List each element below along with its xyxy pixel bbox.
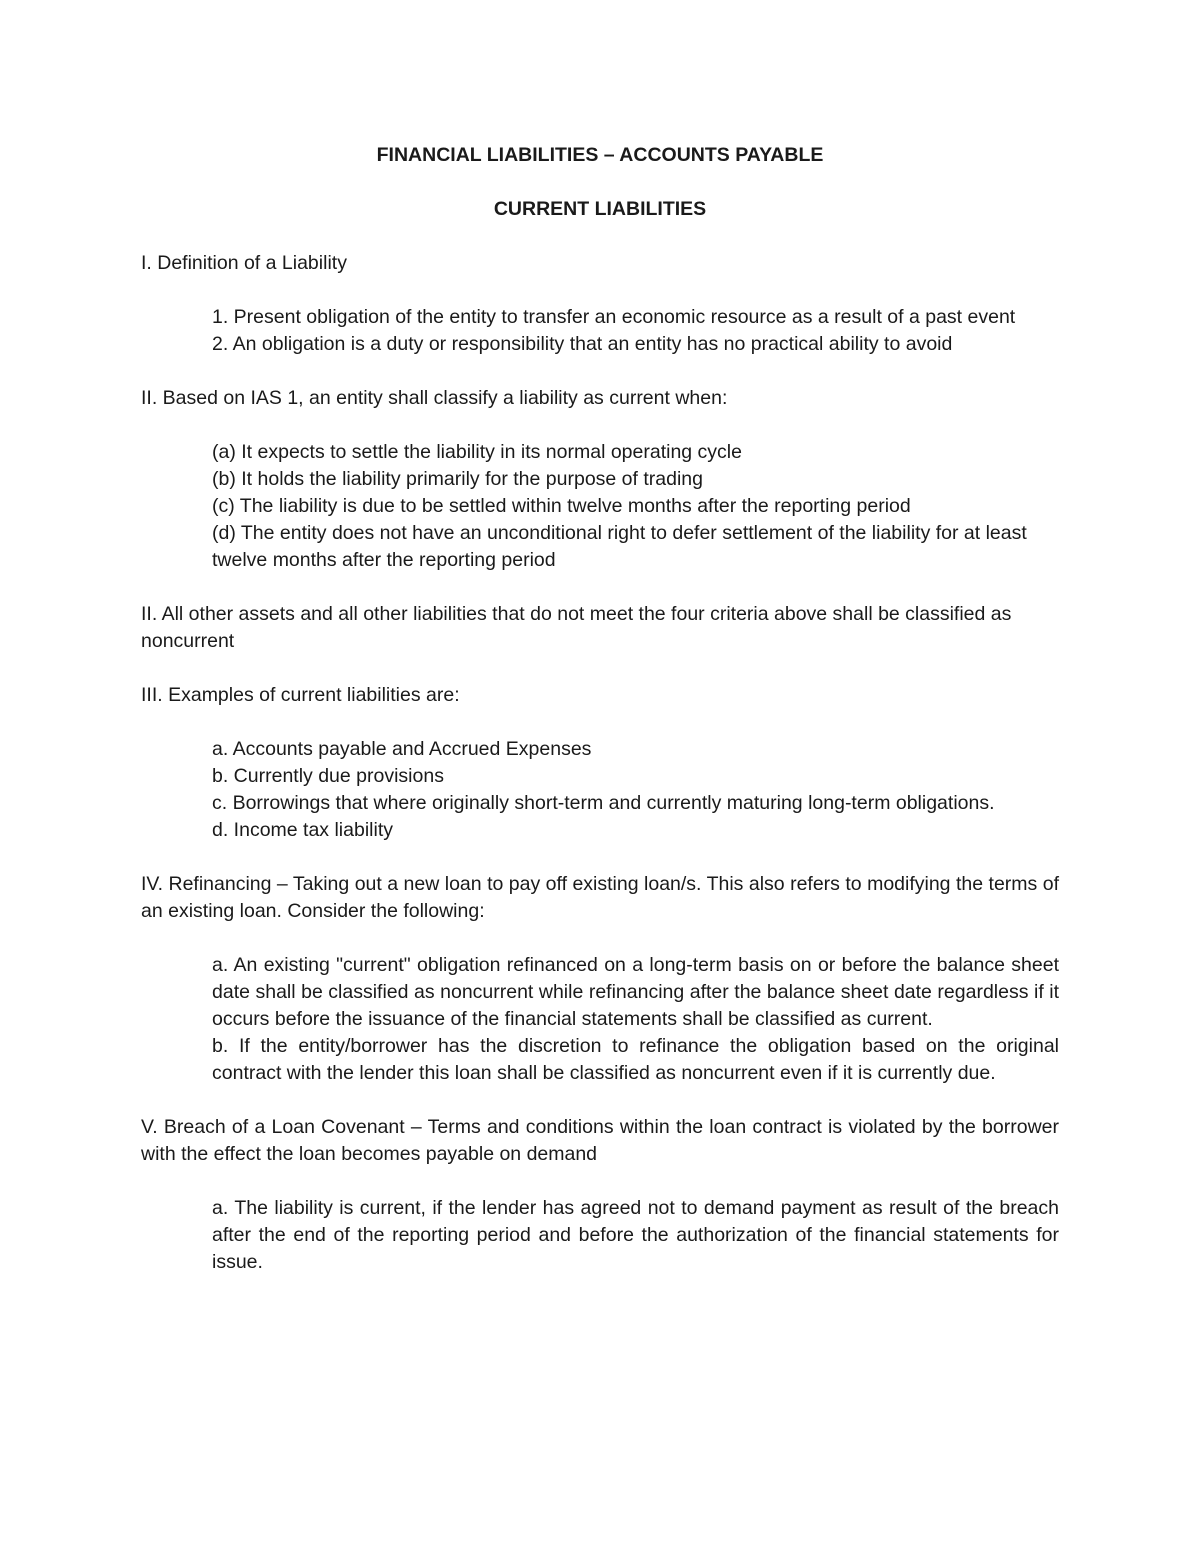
list-item: d. Income tax liability [212,819,393,841]
list-item: a. The liability is current, if the lender has agreed not to demand payment as result of the breach after the end of the reporting period and before the authorization of the financial statements for issue. [212,1197,1059,1273]
document-title: FINANCIAL LIABILITIES – ACCOUNTS PAYABLE [376,144,824,166]
section-heading-noncurrent: II. All other assets and all other liabilities that do not meet the four criteria above shall be classified as noncurrent [141,603,1012,652]
list-item: 2. An obligation is a duty or responsibility that an entity has no practical ability to avoid [212,333,953,355]
list-item: c. Borrowings that where originally short-term and currently maturing long-term obligations. [212,792,995,814]
refinancing-list [141,952,1059,1087]
list-item: a. Accounts payable and Accrued Expenses [212,738,592,760]
examples-list [141,736,1059,844]
list-item: b. Currently due provisions [212,765,444,787]
section-heading-examples: III. Examples of current liabilities are: [141,684,460,706]
list-item: a. An existing "current" obligation refinanced on a long-term basis on or before the balance sheet date shall be classified as noncurrent while refinancing after the balance sheet date regardless if it occurs before the issuance of the financial statements shall be classified as current. [212,954,1059,1030]
list-item: (a) It expects to settle the liability in its normal operating cycle [212,441,742,463]
definition-list [141,304,1059,358]
list-item: b. If the entity/borrower has the discretion to refinance the obligation based on the original contract with the lender this loan shall be classified as noncurrent even if it is currently due. [212,1035,1059,1084]
ias1-criteria-list [141,439,1059,574]
section-heading-definition: I. Definition of a Liability [141,252,347,274]
document-subtitle: CURRENT LIABILITIES [493,198,707,220]
list-item: (b) It holds the liability primarily for the purpose of trading [212,468,703,490]
section-heading-covenant: V. Breach of a Loan Covenant – Terms and conditions within the loan contract is violated by the borrower with the effect the loan becomes payable on demand [141,1116,1059,1165]
list-item: 1. Present obligation of the entity to transfer an economic resource as a result of a past event [212,306,1016,328]
list-item: (c) The liability is due to be settled within twelve months after the reporting period [212,495,911,517]
list-item: (d) The entity does not have an unconditional right to defer settlement of the liability for at least twelve months after the reporting period [212,522,1027,571]
section-heading-ias1: II. Based on IAS 1, an entity shall classify a liability as current when: [141,387,728,409]
document-body [141,142,1059,1276]
section-heading-refinancing: IV. Refinancing – Taking out a new loan to pay off existing loan/s. This also refers to modifying the terms of an existing loan. Consider the following: [141,873,1059,922]
covenant-list [141,1195,1059,1276]
